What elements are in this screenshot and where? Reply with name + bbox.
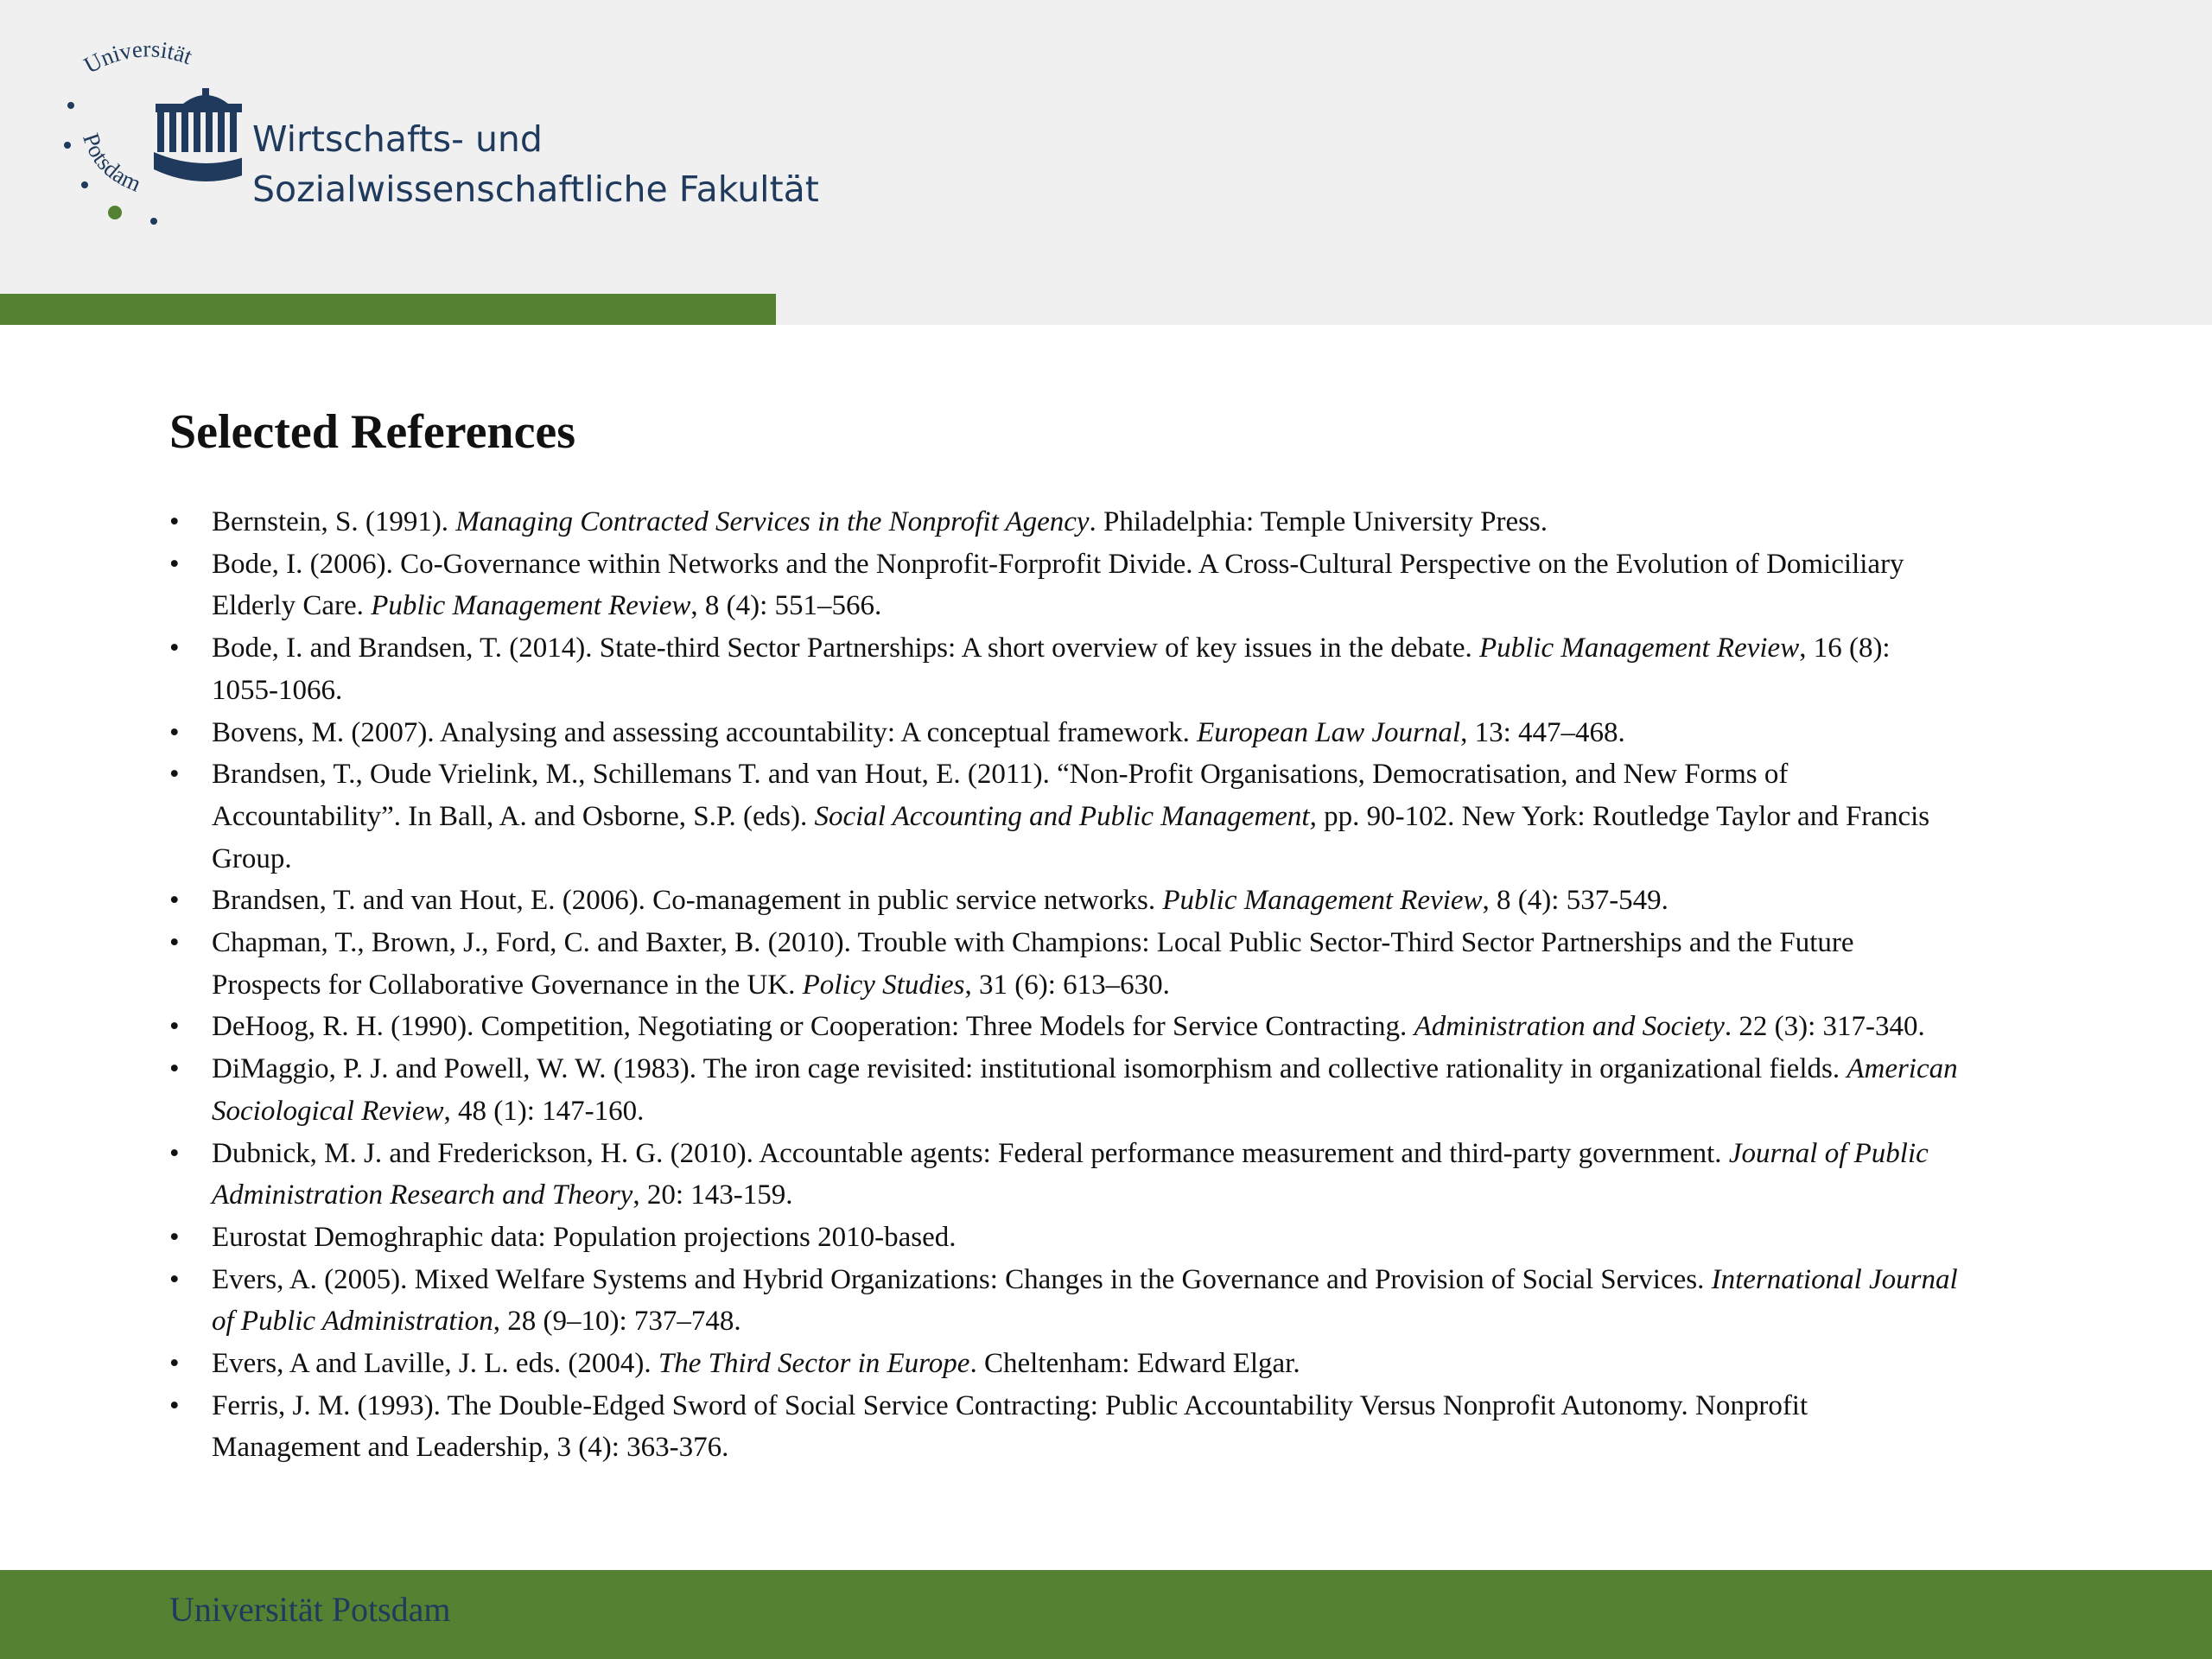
reference-source-title: Journal of Public Administration Research and Theory [212, 1137, 1929, 1211]
reference-text: , 28 (9–10): 737–748. [493, 1306, 741, 1338]
faculty-name [252, 114, 819, 214]
bullet-icon: • [169, 927, 180, 959]
reference-text: , 48 (1): 147-160. [443, 1095, 645, 1127]
bullet-icon: • [169, 1011, 180, 1043]
reference-text: . 22 (3): 317-340. [1724, 1011, 1925, 1043]
logo-arc-top-text: Universität [79, 41, 196, 79]
reference-list [169, 501, 1958, 1469]
reference-item [169, 501, 1958, 543]
reference-text: Dubnick, M. J. and Frederickson, H. G. (2010). Accountable agents: Federal performance measurement and third-party government. [212, 1137, 1729, 1169]
reference-text: . Cheltenham: Edward Elgar. [969, 1348, 1300, 1380]
faculty-line-1: Wirtschafts- und [252, 118, 543, 160]
reference-text: , 8 (4): 537-549. [1482, 885, 1669, 917]
reference-text: DeHoog, R. H. (1990). Competition, Negotiating or Cooperation: Three Models for Service Contracting. [212, 1011, 1414, 1043]
palace-icon [154, 88, 242, 181]
bullet-icon: • [169, 632, 180, 664]
reference-text: Brandsen, T. and van Hout, E. (2006). Co-management in public service networks. [212, 885, 1163, 917]
reference-text: Evers, A and Laville, J. L. eds. (2004). [212, 1348, 658, 1380]
reference-item [169, 1259, 1958, 1343]
reference-text: Ferris, J. M. (1993). The Double-Edged Sword of Social Service Contracting: Public Accountability Versus Nonprofit Autonomy. Nonprofit Management and Leadership, 3 (4): 363-376. [212, 1389, 1808, 1464]
bullet-icon: • [169, 1389, 180, 1421]
reference-item [169, 1133, 1958, 1217]
reference-text: Bovens, M. (2007). Analysing and assessing accountability: A conceptual framework. [212, 716, 1198, 748]
reference-source-title: Administration and Society [1414, 1011, 1725, 1043]
bullet-icon: • [169, 548, 180, 580]
bullet-icon: • [169, 1137, 180, 1169]
reference-source-title: Social Accounting and Public Management, [814, 800, 1317, 832]
reference-text: . Philadelphia: Temple University Press. [1089, 506, 1548, 537]
faculty-line-2: Sozialwissenschaftliche Fakultät [252, 168, 819, 210]
reference-item [169, 922, 1958, 1006]
reference-source-title: Public Management Review [1162, 885, 1483, 917]
reference-item [169, 627, 1958, 711]
reference-item [169, 1385, 1958, 1469]
reference-text: Evers, A. (2005). Mixed Welfare Systems and Hybrid Organizations: Changes in the Governance and Provision of Social Services. [212, 1263, 1712, 1295]
reference-text: , 8 (4): 551–566. [690, 590, 882, 622]
university-logo [52, 41, 242, 240]
bullet-icon: • [169, 759, 180, 791]
bullet-icon: • [169, 716, 180, 748]
reference-item [169, 1048, 1958, 1132]
bullet-icon: • [169, 1263, 180, 1295]
reference-source-title: American Sociological Review [212, 1053, 1958, 1127]
bullet-icon: • [169, 1221, 180, 1253]
reference-text: pp. 90-102. New York: Routledge Taylor and Francis Group. [212, 800, 1930, 874]
reference-source-title: Public Management Review [371, 590, 691, 622]
reference-source-title: European Law Journal [1197, 716, 1461, 748]
reference-item [169, 1343, 1958, 1385]
reference-text: Bode, I. (2006). Co-Governance within Networks and the Nonprofit-Forprofit Divide. A Cross-Cultural Perspective on the Evolution of Domiciliary Elderly Care. [212, 548, 1904, 622]
reference-item [169, 880, 1958, 922]
page-title: Selected References [169, 405, 576, 459]
bullet-icon: • [169, 1053, 180, 1085]
reference-item [169, 1217, 1958, 1259]
reference-source-title: Policy Studies [802, 969, 965, 1001]
reference-text: , 16 (8): 1055-1066. [212, 632, 1891, 706]
reference-text: , 31 (6): 613–630. [964, 969, 1170, 1001]
footer-university-name: Universität Potsdam [169, 1590, 451, 1629]
reference-text: DiMaggio, P. J. and Powell, W. W. (1983). The iron cage revisited: institutional isomorphism and collective rationality in organizational fields. [212, 1053, 1847, 1085]
reference-source-title: Public Management Review [1479, 632, 1800, 664]
reference-item [169, 543, 1958, 627]
bullet-icon: • [169, 885, 180, 917]
bullet-icon: • [169, 1348, 180, 1380]
reference-item [169, 712, 1958, 754]
bullet-icon: • [169, 506, 180, 537]
reference-text: Bode, I. and Brandsen, T. (2014). State-third Sector Partnerships: A short overview of key issues in the debate. [212, 632, 1479, 664]
reference-text: , 13: 447–468. [1460, 716, 1625, 748]
reference-source-title: The Third Sector in Europe [658, 1348, 970, 1380]
reference-source-title: Managing Contracted Services in the Nonprofit Agency [455, 506, 1090, 537]
reference-text: , 20: 143-159. [632, 1179, 793, 1211]
header-accent-bar [0, 294, 776, 325]
reference-item [169, 753, 1958, 880]
reference-item [169, 1006, 1958, 1048]
logo-arc-left-text: Potsdam [78, 130, 145, 197]
footer-bar [0, 1570, 2212, 1659]
reference-source-title: International Journal of Public Administration [212, 1263, 1958, 1338]
reference-text: Bernstein, S. (1991). [212, 506, 456, 537]
reference-text: Chapman, T., Brown, J., Ford, C. and Baxter, B. (2010). Trouble with Champions: Local Public Sector-Third Sector Partnerships and the Future Prospects for Collaborative Governance in the UK. [212, 927, 1854, 1001]
reference-text: Eurostat Demoghraphic data: Population projections 2010-based. [212, 1221, 957, 1253]
reference-text: Brandsen, T., Oude Vrielink, M., Schillemans T. and van Hout, E. (2011). “Non-Profit Organisations, Democratisation, and New Forms of Accountability”. In Ball, A. and Osborne, S.P. (eds). [212, 759, 1789, 832]
